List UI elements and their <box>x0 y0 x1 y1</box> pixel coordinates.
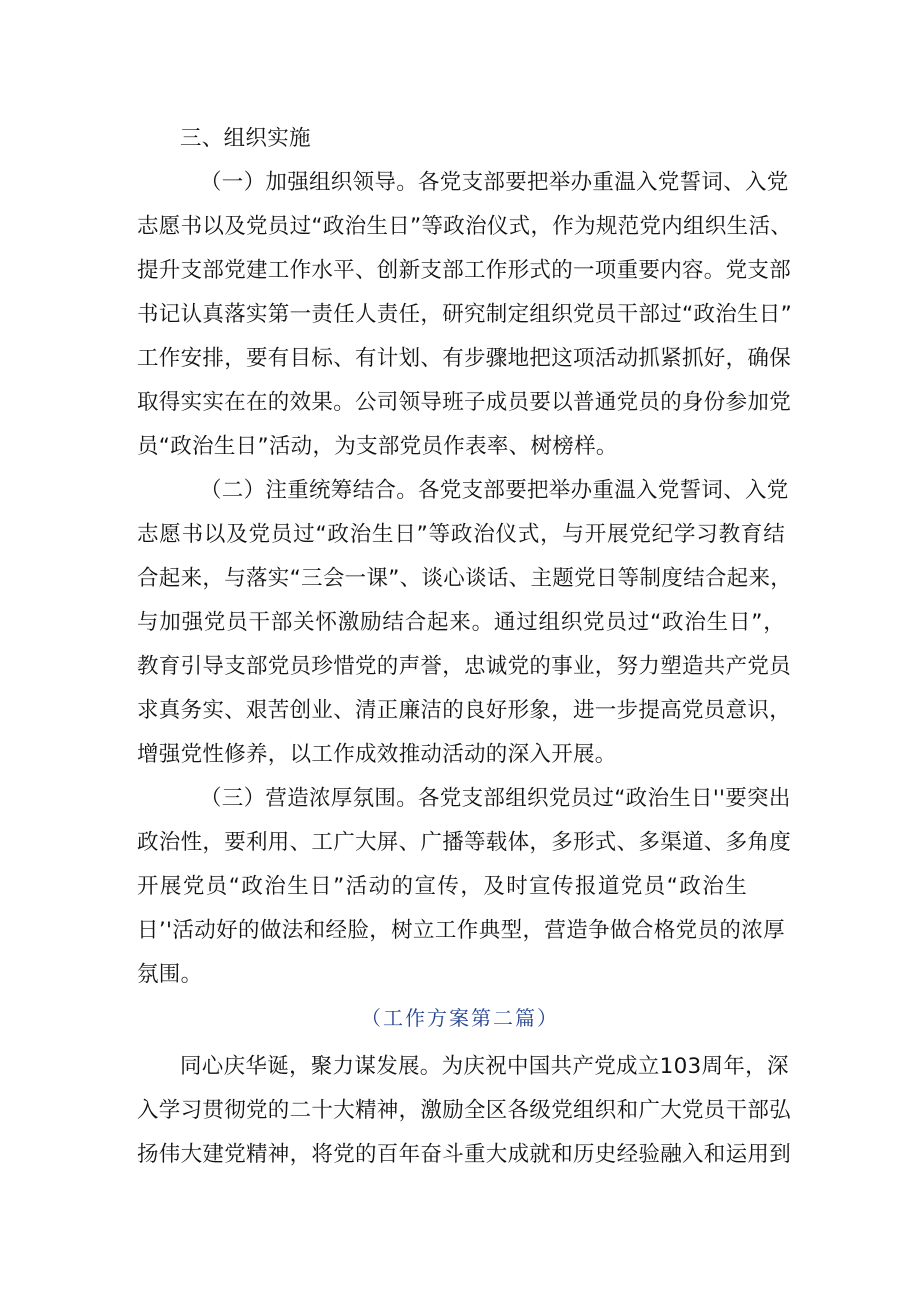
paragraph-2-line-3: 合起来，与落实“三会一课”、谈心谈话、主题党日等制度结合起来， <box>137 566 793 591</box>
paragraph-2-line-4: 与加强党员干部关怀激励结合起来。通过组织党员过“政治生日”， <box>137 610 785 635</box>
paragraph-1-line-5: 工作安排，要有目标、有计划、有步骤地把这项活动抓紧抓好，确保 <box>137 346 792 371</box>
paragraph-1-line-3: 提升支部党建工作水平、创新支部工作形式的一项重要内容。党支部 <box>137 258 792 283</box>
paragraph-3-line-1: （三）营造浓厚氛围。各党支部组织党员过“政治生日''要突出 <box>200 786 791 811</box>
paragraph-2-line-5: 教育引导支部党员珍惜党的声誉，忠诚党的事业，努力塑造共产党员 <box>137 654 792 679</box>
paragraph-2-line-6: 求真务实、艰苦创业、清正廉洁的良好形象，进一步提高党员意识， <box>137 698 792 723</box>
paragraph-4-line-2: 入学习贯彻党的二十大精神，激励全区各级党组织和广大党员干部弘 <box>137 1098 792 1123</box>
paragraph-4-line-3: 扬伟大建党精神，将党的百年奋斗重大成就和历史经验融入和运用到 <box>137 1142 792 1167</box>
paragraph-3-line-5: 氛围。 <box>137 962 203 987</box>
paragraph-1-line-6: 取得实实在在的效果。公司领导班子成员要以普通党员的身份参加党 <box>137 390 792 415</box>
paragraph-2-line-2: 志愿书以及党员过“政治生日”等政治仪式，与开展党纪学习教育结 <box>137 522 785 547</box>
paragraph-1-line-4: 书记认真落实第一责任人责任，研究制定组织党员干部过“政治生日” <box>137 302 793 327</box>
section-subtitle: （工作方案第二篇） <box>361 1006 559 1030</box>
paragraph-4-line-1: 同心庆华诞，聚力谋发展。为庆祝中国共产党成立103周年，深 <box>180 1054 789 1079</box>
paragraph-3-line-4: 日’'活动好的做法和经脸，树立工作典型，营造争做合格党员的浓厚 <box>137 918 785 943</box>
paragraph-1-line-2: 志愿书以及党员过“政治生日”等政治仪式，作为规范党内组织生活、 <box>137 214 793 239</box>
section-heading: 三、组织实施 <box>180 126 311 151</box>
paragraph-1-line-7: 员“政治生日”活动，为支部党员作表率、树榜样。 <box>137 434 618 459</box>
paragraph-1-line-1: （一）加强组织领导。各党支部要把举办重温入党誓词、入党 <box>200 170 789 195</box>
paragraph-2-line-7: 增强党性修养，以工作成效推动活动的深入开展。 <box>137 742 617 767</box>
paragraph-2-line-1: （二）注重统筹结合。各党支部要把举办重温入党誓词、入党 <box>200 478 789 503</box>
paragraph-3-line-3: 开展党员“政治生日”活动的宣传，及时宣传报道党员“政治生 <box>137 874 747 899</box>
paragraph-3-line-2: 政治性，要利用、工广大屏、广播等载体，多形式、多渠道、多角度 <box>137 830 792 855</box>
